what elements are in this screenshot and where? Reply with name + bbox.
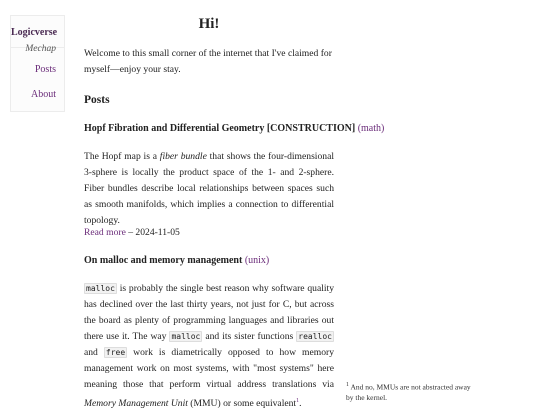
code-snippet: malloc bbox=[86, 284, 115, 293]
excerpt-text: and its sister functions bbox=[202, 331, 297, 342]
post-meta bbox=[84, 225, 180, 241]
author-name: Mechap bbox=[25, 44, 56, 54]
post-title-malloc bbox=[84, 253, 269, 269]
post-excerpt bbox=[84, 149, 334, 229]
nav-item-posts[interactable]: Posts bbox=[34, 64, 56, 75]
excerpt-text: . bbox=[299, 398, 302, 410]
post-tag[interactable]: (unix) bbox=[244, 255, 270, 266]
excerpt-text: work is diametrically opposed to how memory management work on most systems, with "most systems" here meaning those that perform virtual address translations via bbox=[84, 347, 334, 390]
intro-text: Welcome to this small corner of the internet that I've claimed for myself—enjoy your stay. bbox=[84, 48, 332, 75]
footnote bbox=[346, 380, 476, 403]
footnote-ref-link[interactable]: 1 bbox=[296, 398, 300, 404]
post-tag[interactable]: (math) bbox=[357, 123, 385, 134]
excerpt-text: (MMU) or some equivalent bbox=[187, 398, 297, 410]
footnote-text: And no, MMUs are not abstracted away by the kernel. bbox=[346, 382, 471, 402]
page-title: Hi! bbox=[198, 16, 220, 32]
post-excerpt bbox=[84, 281, 334, 412]
posts-heading: Posts bbox=[84, 94, 110, 106]
post-title-link[interactable]: On malloc and memory management bbox=[84, 255, 243, 266]
excerpt-emphasis: fiber bundle bbox=[159, 151, 207, 162]
post-title-hopf bbox=[84, 121, 384, 137]
footnote-number: 1 bbox=[346, 382, 349, 388]
post-date: – 2024-11-05 bbox=[125, 227, 180, 238]
nav-item-about[interactable]: About bbox=[31, 89, 56, 100]
sidebar bbox=[10, 15, 65, 112]
code-snippet: malloc bbox=[171, 332, 201, 341]
code-snippet: realloc bbox=[298, 332, 332, 341]
post-title-link[interactable]: Hopf Fibration and Differential Geometry [CONSTRUCTION] bbox=[84, 123, 356, 134]
site-name-link[interactable]: Logicverse bbox=[11, 27, 58, 38]
excerpt-text: that shows the four-dimensional 3-sphere is locally the product space of the 1- and 2-sphere. Fiber bundles describe local relationships between spaces such as smooth manifolds, which implies a connection to differential topology. bbox=[84, 151, 334, 226]
read-more-link[interactable]: Read more bbox=[84, 227, 126, 238]
excerpt-text: is probably the single best reason why software quality has declined over the last thirty years, not just for C, but across the board as plenty of programming languages and libraries out there use it. The way bbox=[84, 283, 334, 342]
code-snippet: free bbox=[105, 348, 126, 357]
excerpt-text: The Hopf map is a bbox=[84, 151, 160, 162]
sidebar-nav bbox=[11, 64, 64, 100]
excerpt-emphasis: Memory Management Unit bbox=[84, 398, 188, 410]
site-brand bbox=[11, 16, 64, 54]
excerpt-text: and bbox=[84, 347, 104, 358]
